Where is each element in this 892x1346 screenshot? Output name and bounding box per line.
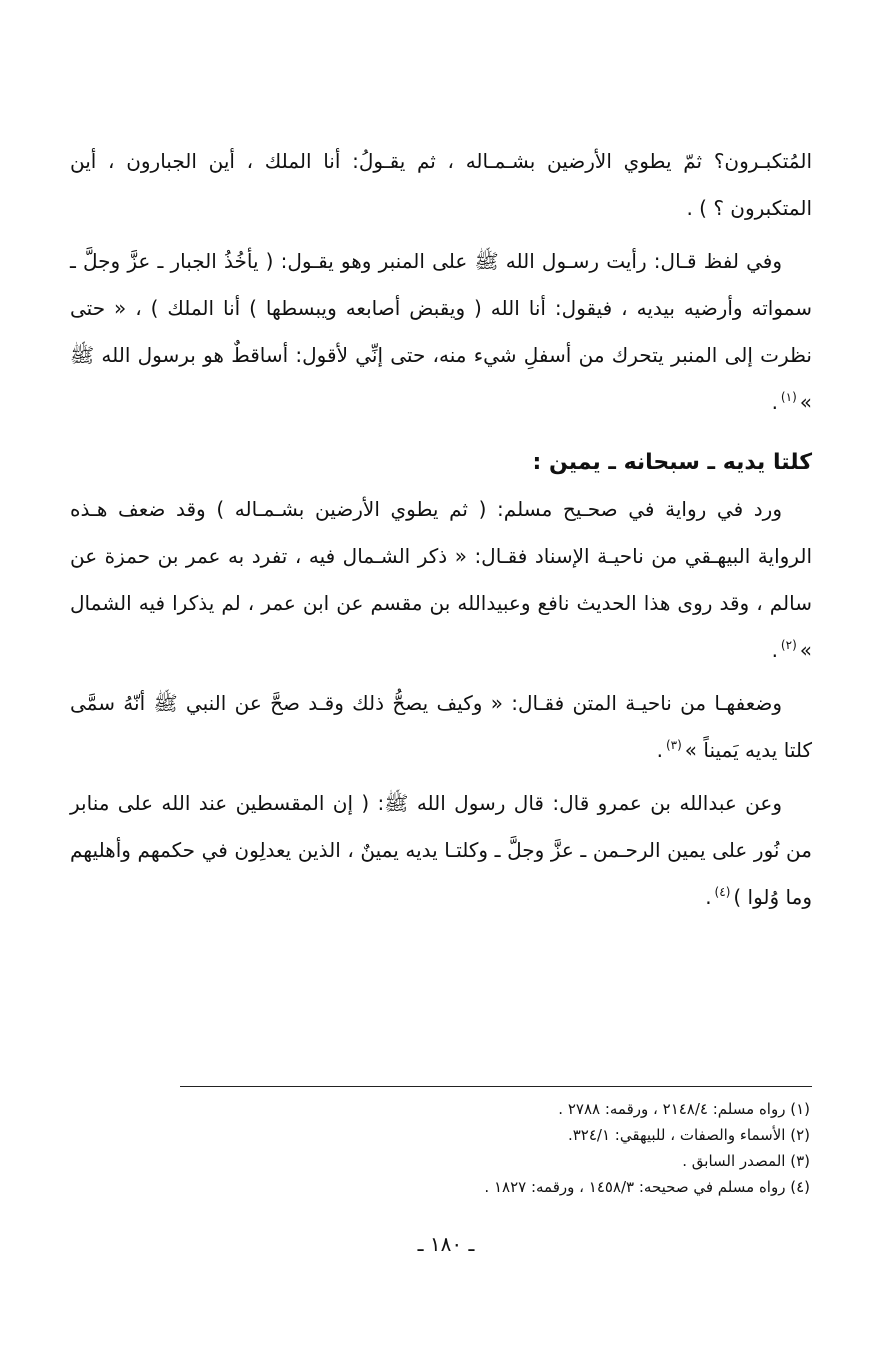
paragraph-5-text: وعن عبدالله بن عمرو قال: قال رسول الله ﷺ: ( إن المقسطين عند الله على منابر من نُور على يمين الرحـمن ـ عزَّ وجلَّ ـ وكلتـا يديه يمينٌ ، الذين يعدلِون في حكمهم وأهليهم وما وُلوا ) — [70, 791, 812, 909]
footnote-ref-4: (٤) — [714, 885, 731, 900]
footnote-4: (٤) رواه مسلم في صحيحه: ١٤٥٨/٣ ، ورقمه: ١٨٢٧ . — [484, 1178, 810, 1196]
footnote-ref-2: (٢) — [780, 638, 797, 653]
paragraph-1 — [70, 138, 812, 232]
paragraph-2-end: . — [771, 390, 778, 414]
paragraph-4-end: . — [656, 738, 663, 762]
paragraph-5 — [70, 780, 812, 921]
paragraph-4-text: وضعفهـا من ناحيـة المتن فقـال: « وكيف يصحُّ ذلك وقـد صحَّ عن النبي ﷺ أنّهُ سمَّى كلتا يديه يَميناً » — [70, 691, 812, 762]
footnote-2: (٢) الأسماء والصفات ، للبيهقي: ٣٢٤/١. — [567, 1126, 810, 1144]
paragraph-3-text: ورد في رواية في صحـيح مسلم: ( ثم يطوي الأرضين بشـمـاله ) وقد ضعف هـذه الرواية البيهـقي من ناحيـة الإسناد فقـال: « ذكر الشـمال فيه ، تفرد به عمر بن حمزة عن سالم ، وقد روى هذا الحديث نافع وعبيدالله بن مقسم عن ابن عمر ، لم يذكرا فيه الشمال » — [70, 497, 812, 662]
paragraph-4 — [70, 680, 812, 774]
footnote-3: (٣) المصدر السابق . — [682, 1152, 810, 1170]
footnote-1: (١) رواه مسلم: ٢١٤٨/٤ ، ورقمه: ٢٧٨٨ . — [558, 1100, 810, 1118]
footnote-ref-3: (٣) — [665, 738, 682, 753]
section-heading: كلتا يديه ـ سبحانه ـ يمين : — [532, 450, 812, 475]
paragraph-2-text: وفي لفظ قـال: رأيت رسـول الله ﷺ على المنبر وهو يقـول: ( يأخُذُ الجبار ـ عزَّ وجلَّ ـ سمواته وأرضيه بيديه ، فيقول: أنا الله ( ويقبض أصابعه ويبسطها ) أنا الملك ) ، « حتى نظرت إلى المنبر يتحرك من أسفلِ شيء منه، حتى إنِّي لأقول: أساقطٌ هو برسول الله ﷺ » — [70, 249, 812, 414]
main-text — [70, 138, 812, 927]
footnotes — [80, 1096, 810, 1200]
page-number: ـ ١٨٠ ـ — [417, 1232, 475, 1256]
paragraph-2 — [70, 238, 812, 426]
paragraph-5-end: . — [705, 885, 712, 909]
paragraph-1-text: المُتكبـرون؟ ثمّ يطوي الأرضين بشـمـاله ، ثم يقـولُ: أنا الملك ، أين الجبارون ، أين المتكبرون ؟ ) . — [70, 149, 812, 220]
paragraph-3 — [70, 486, 812, 674]
paragraph-3-end: . — [771, 638, 778, 662]
footnote-divider — [180, 1086, 812, 1087]
footnote-ref-1: (١) — [780, 390, 797, 405]
